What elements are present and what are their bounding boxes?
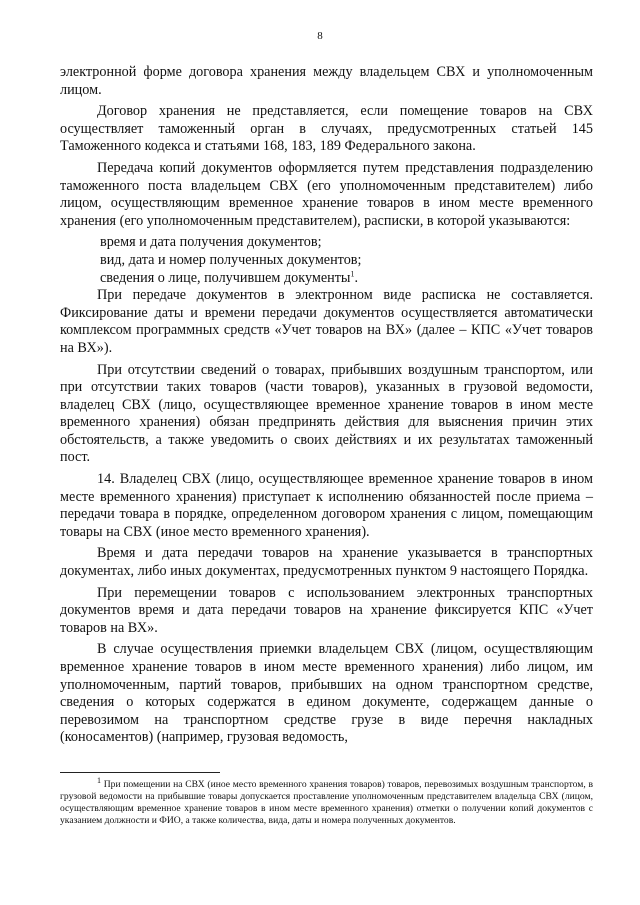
- paragraph: В случае осуществления приемки владельцем СВХ (лицом, осуществляющим временное хранение товаров в ином месте временного хранения) либо лицом, им уполномоченным, партий товаров, прибывших на одном транспортном средстве, сведения о которых содержатся в едином документе, содержащем данные о перевозимом на транспортном средстве грузе в виде перечня накладных (коносаментов) (например, грузовая ведомость,: [60, 641, 593, 746]
- paragraph: электронной форме договора хранения между владельцем СВХ и уполномоченным лицом.: [60, 64, 593, 98]
- paragraph: Время и дата передачи товаров на хранение указывается в транспортных документах, либо иных документах, предусмотренных пунктом 9 настоящего Порядка.: [60, 545, 593, 580]
- list-item: время и дата получения документов;: [100, 234, 322, 251]
- paragraph: При передаче документов в электронном виде расписка не составляется. Фиксирование даты и времени передачи документов осуществляется автоматически комплексом программных средств «Учет товаров на ВХ» (далее – КПС «Учет товаров на ВХ»).: [60, 287, 593, 356]
- paragraph: Передача копий документов оформляется путем представления подразделению таможенного поста владельцем СВХ (его уполномоченным представителем) либо лицом, осуществляющим временное хранение товаров в ином месте временного хранения (его уполномоченным представителем), расписки, в которой указываются:: [60, 159, 593, 229]
- paragraph: Договор хранения не представляется, если помещение товаров на СВХ осуществляет таможенный орган в случаях, предусмотренных статьей 145 Таможенного кодекса и статьями 168, 183, 189 Федерального закона.: [60, 103, 593, 155]
- paragraph: При отсутствии сведений о товарах, прибывших воздушным транспортом, или при отсутствии таких товаров (части товаров), указанных в грузовой ведомости, владелец СВХ (лицо, осуществляющее временное хранение товаров в ином месте временного хранения) обязан предпринять действия для выяснения причин этих обстоятельств, а также уведомить о своих действиях и их результатах таможенный пост.: [60, 361, 593, 466]
- footnote-reference: 1: [350, 268, 355, 278]
- footnote-marker: 1: [97, 775, 101, 785]
- list-item: сведения о лице, получившем документы$^1$.: [100, 268, 358, 286]
- list-item: вид, дата и номер полученных документов;: [100, 251, 362, 268]
- list-item-text: сведения о лице, получившем документы: [100, 269, 351, 286]
- document-body: [60, 64, 593, 751]
- footnote: [60, 775, 593, 827]
- footnote-separator: [60, 772, 220, 773]
- footnote-text: При помещении на СВХ (иное место временного хранения товаров) товаров, перевозимых воздушным транспортом, в грузовой ведомости на прибывшие товары допускается проставление уполномоченным представителем владельца СВХ (лицом, осуществляющим временное хранение товаров в ином месте временного хранения) отметки о получении копий документов с указанием должности и ФИО, а также количества, вида, даты и номера полученных документов.: [60, 779, 593, 827]
- page-number: 8: [317, 30, 323, 42]
- paragraph: При перемещении товаров с использованием электронных транспортных документов время и дата передачи товаров на хранение фиксируется КПС «Учет товаров на ВХ».: [60, 584, 593, 636]
- paragraph: 14. Владелец СВХ (лицо, осуществляющее временное хранение товаров в ином месте временного хранения) приступает к исполнению обязанностей после приема – передачи товара в порядке, определенном договором хранения с лицом, помещающим товары на СВХ (иное место временного хранения).: [60, 471, 593, 540]
